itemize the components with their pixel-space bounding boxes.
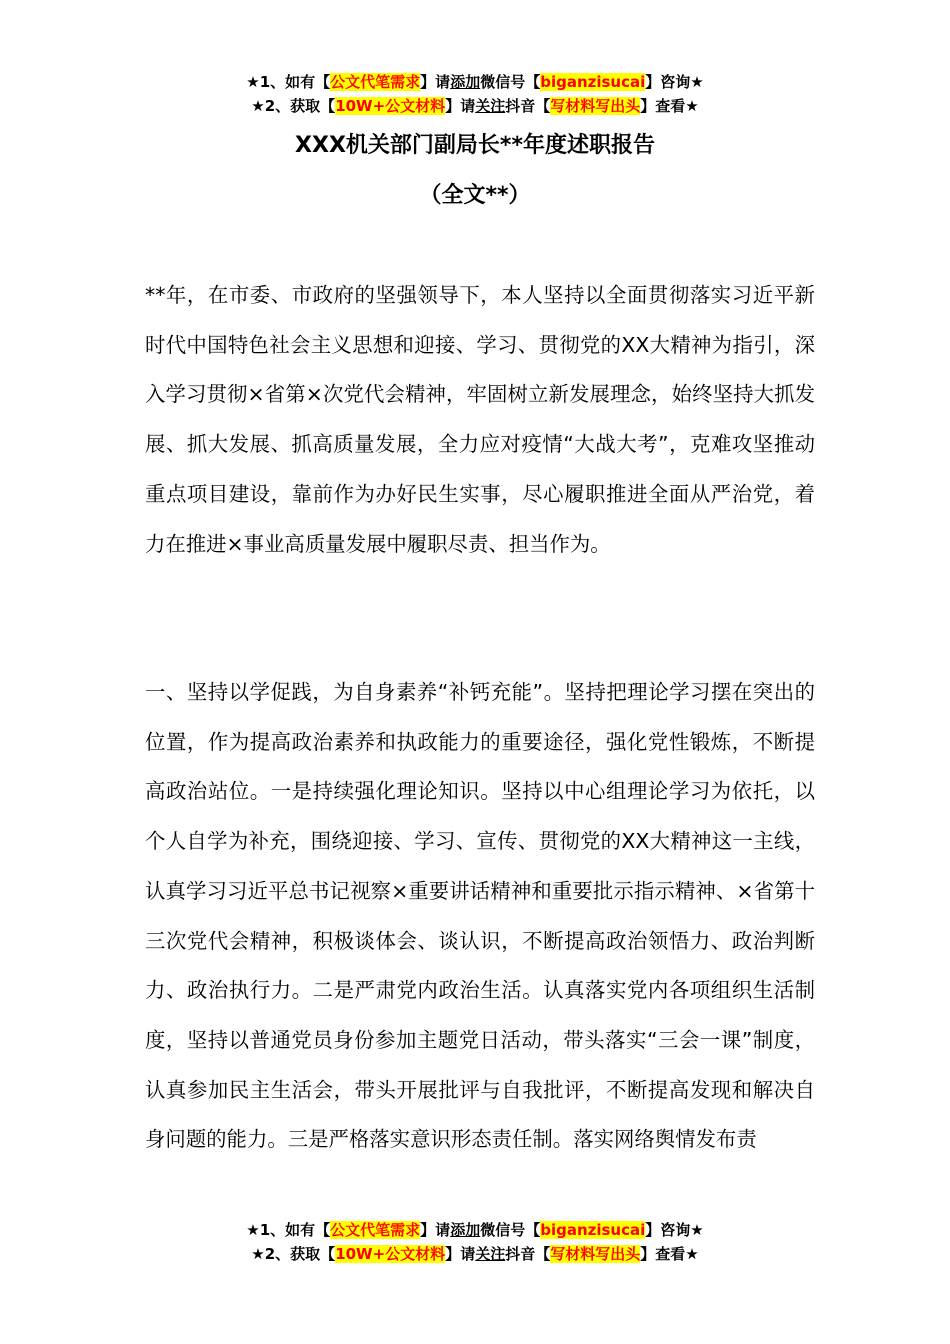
- promo-line-1: [0, 70, 950, 94]
- promo-text: ★1、如有【: [246, 73, 331, 91]
- promo-douyin-id: 写材料写出头: [550, 1245, 641, 1263]
- promo-text: 】咨询★: [645, 1221, 704, 1239]
- promo-banner-bottom: [0, 1218, 950, 1266]
- promo-text: 微信号【: [480, 73, 541, 91]
- promo-underlined: 关注: [475, 1245, 506, 1263]
- promo-text: 】咨询★: [645, 73, 704, 91]
- promo-line-2: [0, 1242, 950, 1266]
- promo-text: ★2、获取【: [251, 1245, 336, 1263]
- promo-underlined: 添加: [450, 1221, 481, 1239]
- promo-wechat-id: biganzisucai: [540, 1221, 646, 1239]
- promo-line-1: [0, 1218, 950, 1242]
- promo-underlined: 关注: [475, 97, 506, 115]
- promo-text: 】请: [420, 1221, 451, 1239]
- promo-douyin-id: 写材料写出头: [550, 97, 641, 115]
- promo-line-2: [0, 94, 950, 118]
- promo-text: 】请: [420, 73, 451, 91]
- promo-text: 抖音【: [505, 1245, 551, 1263]
- promo-highlight: 公文代笔需求: [330, 1221, 421, 1239]
- promo-text: ★1、如有【: [246, 1221, 331, 1239]
- document-title: XXX机关部门副局长**年度述职报告: [295, 133, 655, 158]
- promo-text: 抖音【: [505, 97, 551, 115]
- promo-banner-top: [0, 70, 950, 118]
- promo-text: 微信号【: [480, 1221, 541, 1239]
- promo-text: ★2、获取【: [251, 97, 336, 115]
- paragraph-intro: **年，在市委、市政府的坚强领导下，本人坚持以全面贯彻落实习近平新时代中国特色社会主义思想和迎接、学习、贯彻党的XX大精神为指引，深入学习贯彻×省第×次党代会精神，牢固树立新发展理念，始终坚持大抓发展、抓大发展、抓高质量发展，全力应对疫情“大战大考”，克难攻坚推动重点项目建设，靠前作为办好民生实事，尽心履职推进全面从严治党，着力在推进×事业高质量发展中履职尽责、担当作为。: [145, 283, 815, 556]
- promo-text: 】请: [445, 97, 476, 115]
- promo-wechat-id: biganzisucai: [540, 73, 646, 91]
- promo-highlight: 10W+公文材料: [335, 97, 446, 115]
- promo-text: 】查看★: [640, 97, 699, 115]
- promo-text: 】查看★: [640, 1245, 699, 1263]
- paragraph-section-1: 一、坚持以学促践，为自身素养“补钙充能”。坚持把理论学习摆在突出的位置，作为提高政治素养和执政能力的重要途径，强化党性锻炼，不断提高政治站位。一是持续强化理论知识。坚持以中心组理论学习为依托，以个人自学为补充，围绕迎接、学习、宣传、贯彻党的XX大精神这一主线，认真学习习近平总书记视察×重要讲话精神和重要批示指示精神、×省第十三次党代会精神，积极谈体会、谈认识，不断提高政治领悟力、政治判断力、政治执行力。二是严肃党内政治生活。认真落实党内各项组织生活制度，坚持以普通党员身份参加主题党日活动，带头落实“三会一课”制度，认真参加民主生活会，带头开展批评与自我批评，不断提高发现和解决自身问题的能力。三是严格落实意识形态责任制。落实网络舆情发布责: [145, 680, 815, 1152]
- promo-underlined: 添加: [450, 73, 481, 91]
- promo-highlight: 10W+公文材料: [335, 1245, 446, 1263]
- document-subtitle: （全文**）: [419, 183, 531, 208]
- promo-highlight: 公文代笔需求: [330, 73, 421, 91]
- promo-text: 】请: [445, 1245, 476, 1263]
